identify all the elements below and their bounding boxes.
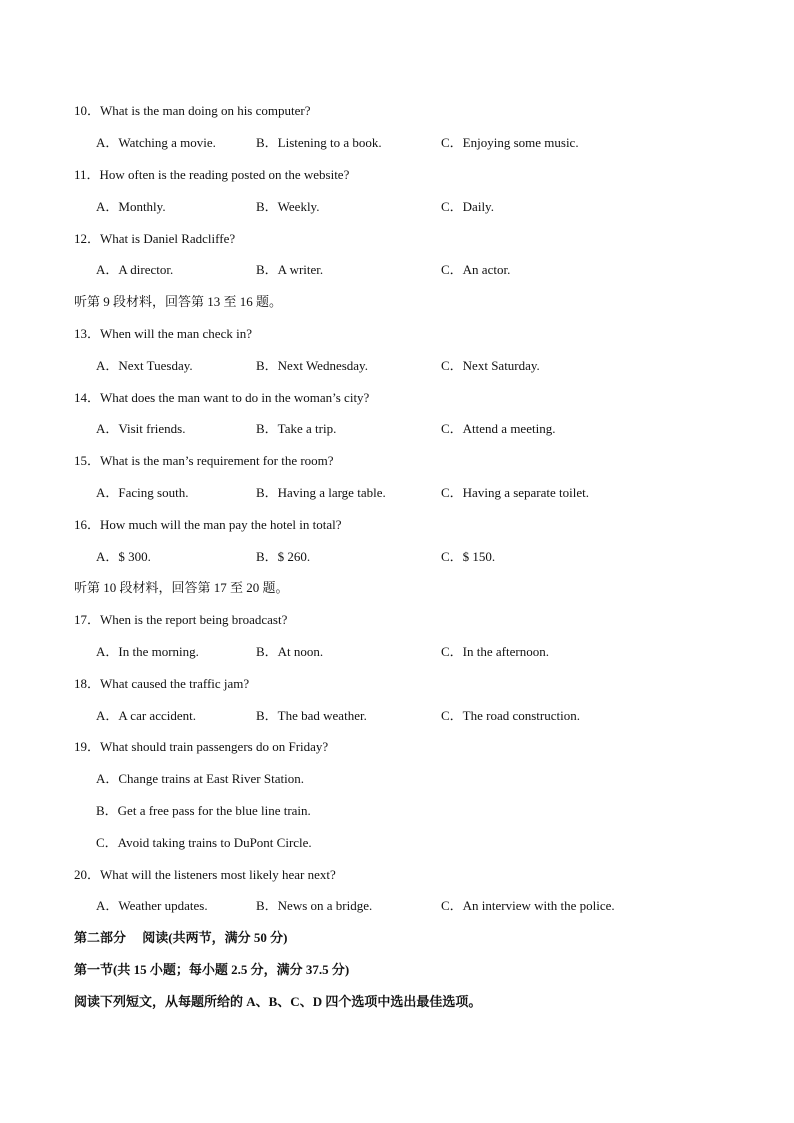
q13-option-b: B．Next Wednesday. (256, 358, 368, 373)
q10-option-b: B．Listening to a book. (256, 135, 382, 150)
q15-option-b: B．Having a large table. (256, 485, 386, 500)
q18-option-c: C．The road construction. (441, 708, 580, 723)
question-14: 14．What does the man want to do in the woman’s city? (74, 390, 370, 405)
q17-option-c: C．In the afternoon. (441, 644, 549, 659)
part-2-title: 第二部分 阅读(共两节，满分 50 分) (74, 930, 288, 945)
question-19: 19．What should train passengers do on Friday? (74, 739, 329, 754)
q17-option-a: A．In the morning. (96, 644, 199, 659)
question-12: 12．What is Daniel Radcliffe? (74, 231, 236, 246)
q16-option-a: A．$ 300. (96, 549, 151, 564)
q14-option-a: A．Visit friends. (96, 421, 186, 436)
passage-9-instruction: 听第 9 段材料，回答第 13 至 16 题。 (74, 294, 283, 309)
q16-option-b: B．$ 260. (256, 549, 311, 564)
q17-option-b: B．At noon. (256, 644, 324, 659)
reading-directions: 阅读下列短文，从每题所给的 A、B、C、D 四个选项中选出最佳选项。 (74, 994, 482, 1009)
q10-option-a: A．Watching a movie. (96, 135, 216, 150)
passage-10-instruction: 听第 10 段材料，回答第 17 至 20 题。 (74, 580, 289, 595)
q19-option-c: C．Avoid taking trains to DuPont Circle. (96, 835, 312, 850)
q19-option-b: B．Get a free pass for the blue line train. (96, 803, 311, 818)
question-17: 17．When is the report being broadcast? (74, 612, 288, 627)
q11-option-c: C．Daily. (441, 199, 494, 214)
q14-option-b: B．Take a trip. (256, 421, 337, 436)
q18-option-a: A．A car accident. (96, 708, 196, 723)
question-13: 13．When will the man check in? (74, 326, 252, 341)
question-11: 11．How often is the reading posted on the website? (74, 167, 350, 182)
question-20: 20．What will the listeners most likely hear next? (74, 867, 336, 882)
q19-option-a: A．Change trains at East River Station. (96, 771, 304, 786)
question-15: 15．What is the man’s requirement for the room? (74, 453, 334, 468)
q12-option-b: B．A writer. (256, 262, 324, 277)
section-1-title: 第一节(共 15 小题；每小题 2.5 分，满分 37.5 分) (74, 962, 350, 977)
q15-option-a: A．Facing south. (96, 485, 189, 500)
q20-option-b: B．News on a bridge. (256, 898, 373, 913)
q13-option-c: C．Next Saturday. (441, 358, 540, 373)
q20-option-a: A．Weather updates. (96, 898, 208, 913)
q11-option-b: B．Weekly. (256, 199, 320, 214)
question-18: 18．What caused the traffic jam? (74, 676, 250, 691)
q12-option-a: A．A director. (96, 262, 174, 277)
q12-option-c: C．An actor. (441, 262, 511, 277)
q20-option-c: C．An interview with the police. (441, 898, 615, 913)
q15-option-c: C．Having a separate toilet. (441, 485, 590, 500)
q10-option-c: C．Enjoying some music. (441, 135, 579, 150)
question-16: 16．How much will the man pay the hotel in total? (74, 517, 342, 532)
q14-option-c: C．Attend a meeting. (441, 421, 556, 436)
q16-option-c: C．$ 150. (441, 549, 496, 564)
question-10: 10．What is the man doing on his computer? (74, 103, 311, 118)
q11-option-a: A．Monthly. (96, 199, 166, 214)
q13-option-a: A．Next Tuesday. (96, 358, 193, 373)
q18-option-b: B．The bad weather. (256, 708, 367, 723)
